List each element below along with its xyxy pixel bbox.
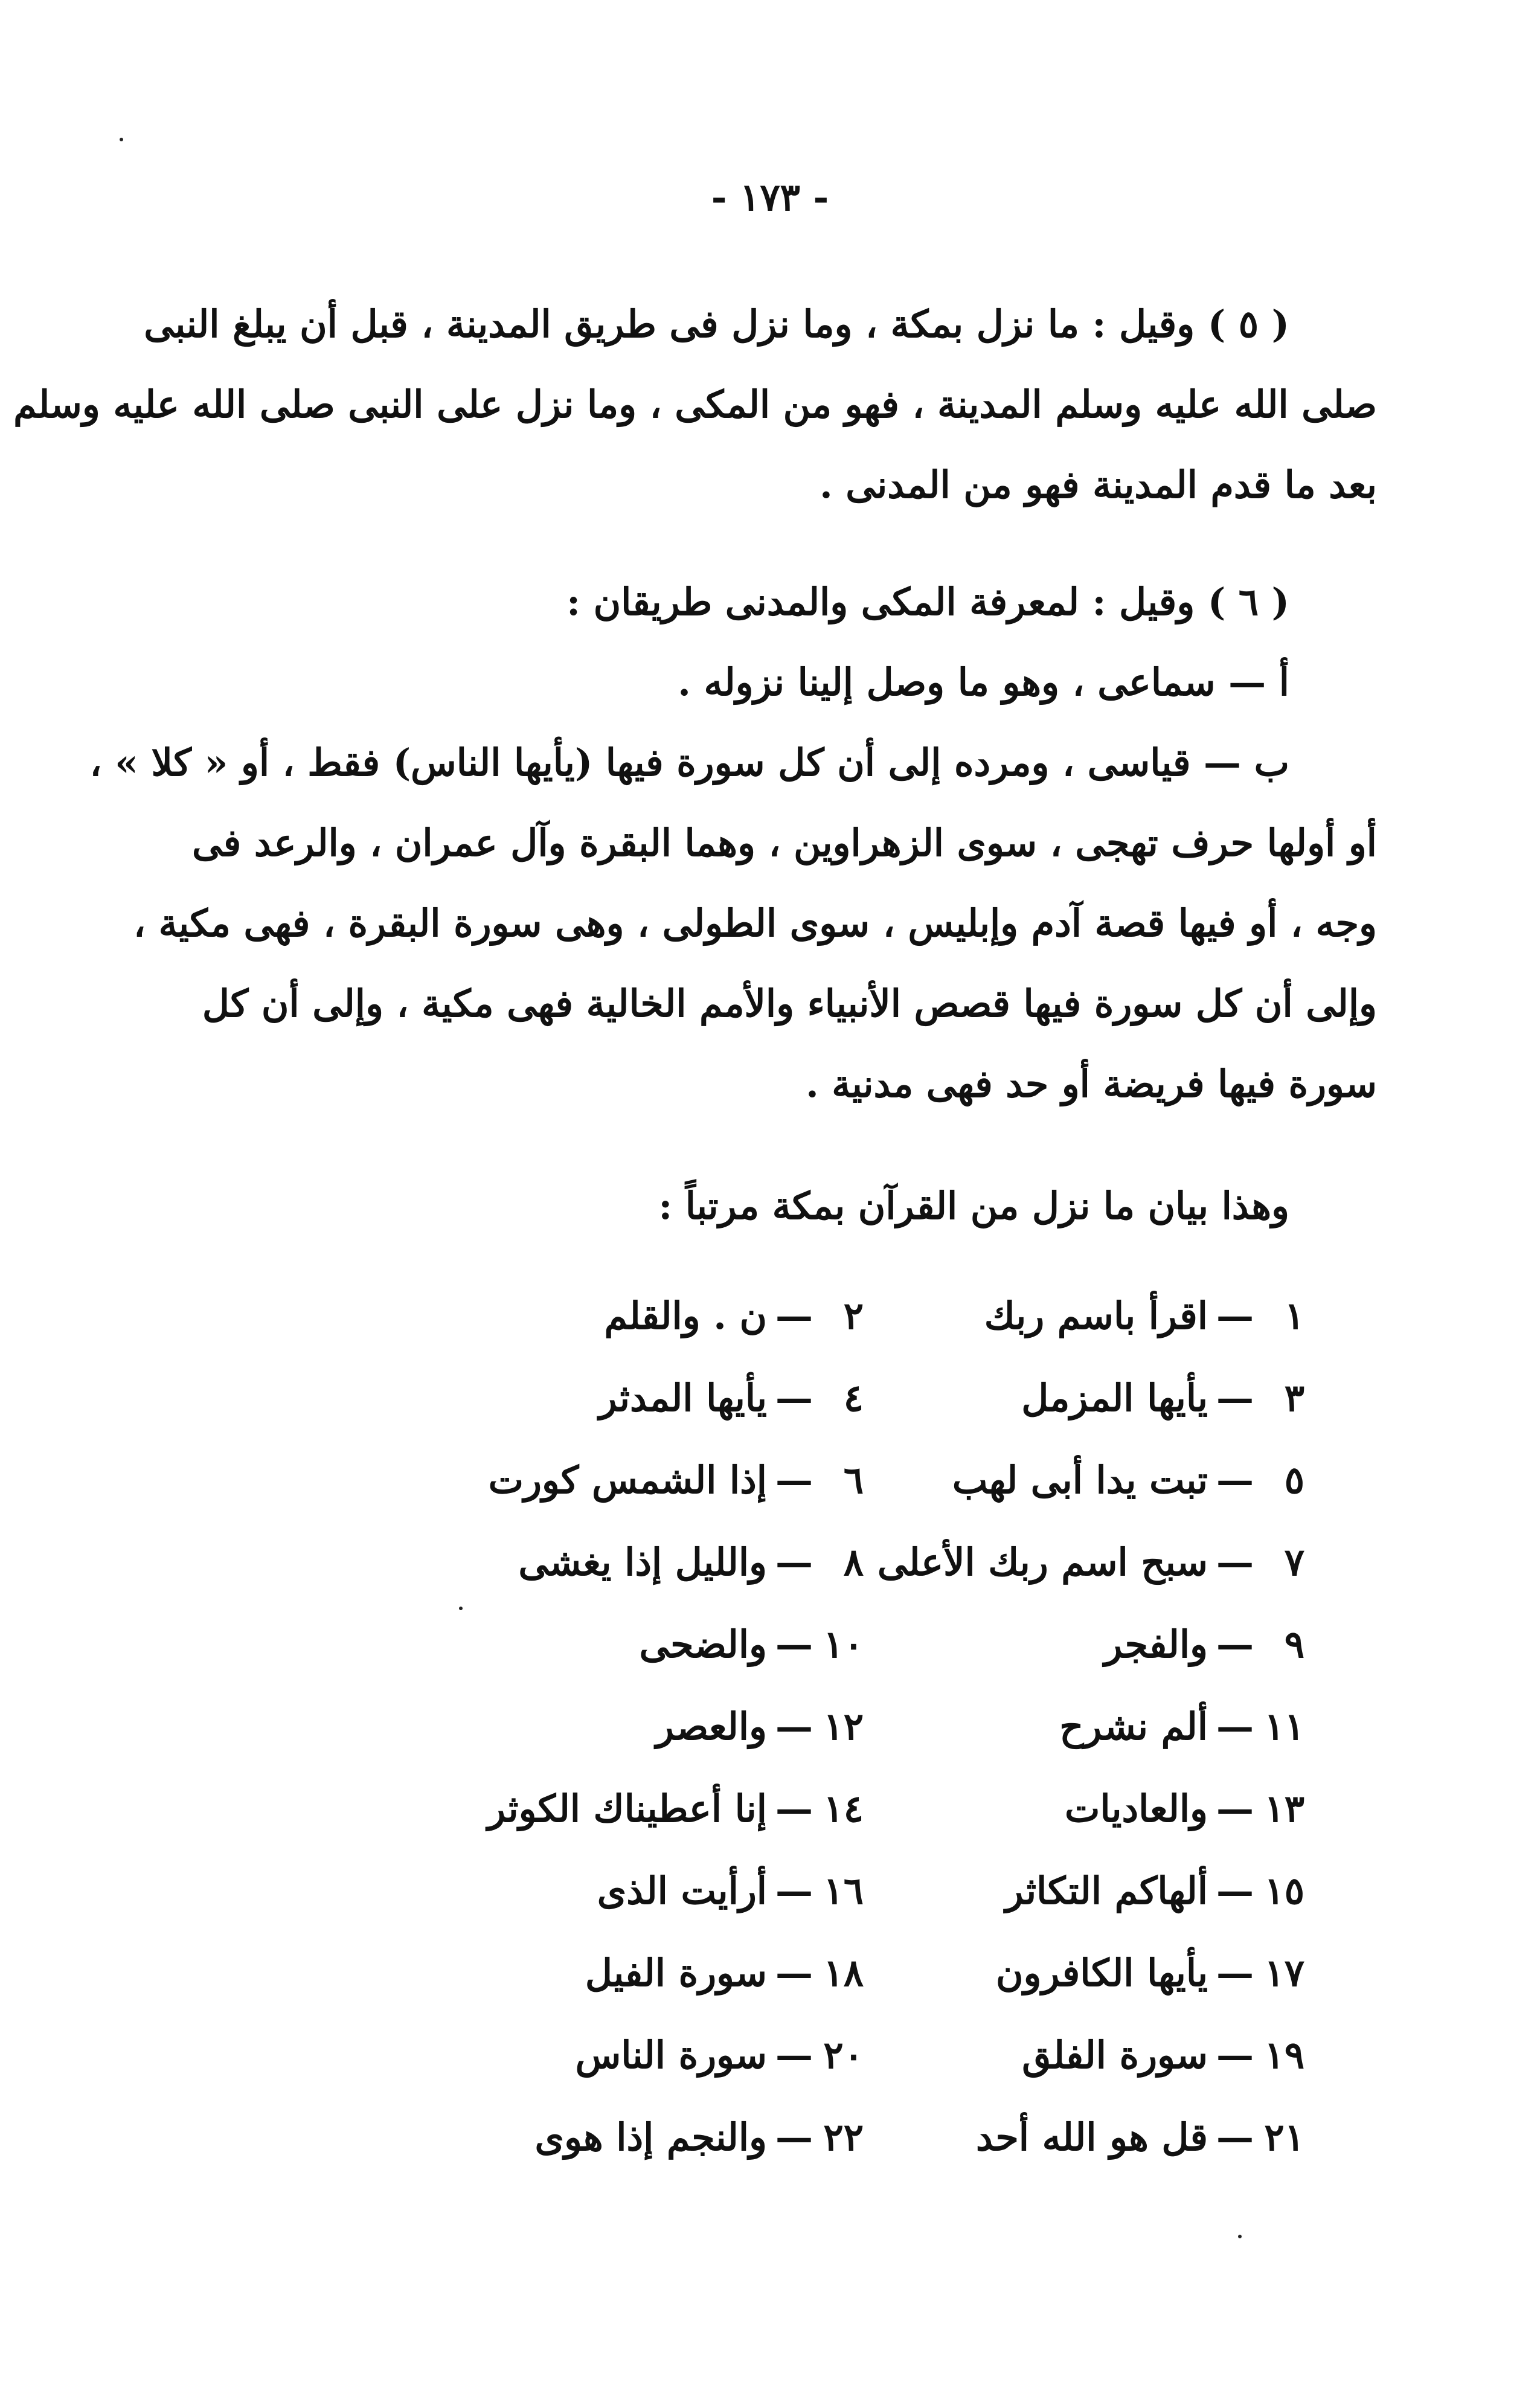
item-number: ٤: [843, 1375, 864, 1420]
list-row: [423, 1767, 1304, 1849]
text-line: وهذا بيان ما نزل من القرآن بمكة مرتباً :: [658, 1184, 1289, 1228]
list-row: [423, 1849, 1304, 1932]
text-line: سورة فيها فريضة أو حد فهى مدنية .: [806, 1062, 1377, 1106]
item-number: ١٦: [823, 1868, 864, 1913]
text-line: أو أولها حرف تهجى ، سوى الزهراوين ، وهما البقرة وآل عمران ، والرعد فى: [192, 821, 1377, 865]
item-dash: —: [1216, 2032, 1254, 2077]
item-name: يأيها الكافرون: [995, 1950, 1208, 1995]
scan-speck: [1238, 2235, 1242, 2238]
item-number: ٦: [843, 1457, 864, 1502]
item-name: إذا الشمس كورت: [488, 1457, 767, 1502]
item-name: أرأيت الذى: [597, 1868, 767, 1913]
item-name: سورة الفلق: [1022, 2032, 1208, 2077]
list-item: [864, 1540, 1304, 1584]
list-item: [864, 1622, 1304, 1666]
item-number: ٣: [1284, 1375, 1304, 1420]
item-name: والنجم إذا هوى: [534, 2115, 767, 2159]
item-dash: —: [1216, 1375, 1254, 1420]
list-item: [423, 1704, 864, 1749]
list-item: [423, 1540, 864, 1584]
item-number: ٨: [843, 1540, 864, 1584]
item-name: يأيها المزمل: [1021, 1375, 1208, 1420]
item-number: ١١: [1264, 1704, 1304, 1749]
text-line: أ — سماعى ، وهو ما وصل إلينا نزوله .: [678, 660, 1289, 704]
list-row: [423, 1274, 1304, 1357]
item-number: ١٤: [823, 1786, 864, 1831]
text-line: بعد ما قدم المدينة فهو من المدنى .: [820, 463, 1377, 507]
surah-list: [423, 1274, 1304, 2178]
list-item: [423, 1376, 864, 1420]
list-row: [423, 1439, 1304, 1521]
text-line: صلى الله عليه وسلم المدينة ، فهو من المكى ، وما نزل على النبى صلى الله عليه وسلم: [13, 382, 1377, 426]
item-number: ١٧: [1264, 1950, 1304, 1995]
item-dash: —: [775, 1786, 813, 1831]
item-name: والضحى: [639, 1622, 767, 1666]
item-name: والفجر: [1104, 1622, 1208, 1666]
list-row: [423, 2096, 1304, 2178]
list-row: [423, 1603, 1304, 1685]
item-dash: —: [1216, 1457, 1254, 1502]
list-item: [423, 1869, 864, 1913]
list-item: [423, 2115, 864, 2159]
item-name: تبت يدا أبى لهب: [952, 1457, 1208, 1502]
list-item: [864, 1951, 1304, 1995]
list-row: [423, 1932, 1304, 2014]
item-number: ١٠: [823, 1622, 864, 1666]
item-name: والعاديات: [1065, 1786, 1208, 1831]
list-item: [423, 1458, 864, 1502]
item-dash: —: [775, 2032, 813, 2077]
item-number: ١٨: [823, 1950, 864, 1995]
list-item: [864, 1787, 1304, 1831]
item-number: ١: [1284, 1293, 1304, 1338]
item-name: ألم نشرح: [1059, 1704, 1208, 1749]
item-number: ٥: [1284, 1457, 1304, 1502]
list-item: [864, 1869, 1304, 1913]
text-line: وجه ، أو فيها قصة آدم وإبليس ، سوى الطولى ، وهى سورة البقرة ، فهى مكية ،: [133, 901, 1377, 945]
item-number: ٢٢: [823, 2115, 864, 2159]
text-line: ( ٥ ) وقيل : ما نزل بمكة ، وما نزل فى طريق المدينة ، قبل أن يبلغ النبى: [144, 302, 1289, 346]
item-number: ٧: [1284, 1540, 1304, 1584]
list-intro: [254, 1166, 1377, 1246]
item-dash: —: [1216, 1540, 1254, 1584]
item-dash: —: [775, 1950, 813, 1995]
item-dash: —: [775, 1293, 813, 1338]
item-name: قل هو الله أحد: [975, 2115, 1208, 2159]
item-dash: —: [775, 1868, 813, 1913]
item-name: ألهاكم التكاثر: [1005, 1868, 1208, 1913]
item-name: والعصر: [656, 1704, 767, 1749]
list-row: [423, 1521, 1304, 1603]
list-item: [423, 1294, 864, 1338]
list-item: [423, 1787, 864, 1831]
item-dash: —: [1216, 1786, 1254, 1831]
item-number: ١٩: [1264, 2032, 1304, 2077]
item-number: ١٥: [1264, 1868, 1304, 1913]
item-name: إنا أعطيناك الكوثر: [487, 1786, 767, 1831]
text-line: ( ٦ ) وقيل : لمعرفة المكى والمدنى طريقان :: [566, 580, 1289, 624]
item-name: سورة الفيل: [585, 1950, 767, 1995]
item-dash: —: [775, 1540, 813, 1584]
list-item: [864, 1294, 1304, 1338]
text-line: ب — قياسى ، ومرده إلى أن كل سورة فيها (يأيها الناس) فقط ، أو « كلا » ،: [89, 740, 1289, 785]
item-name: اقرأ باسم ربك: [984, 1293, 1208, 1338]
item-dash: —: [1216, 1868, 1254, 1913]
list-row: [423, 1357, 1304, 1439]
item-dash: —: [775, 2115, 813, 2159]
item-dash: —: [1216, 2115, 1254, 2159]
item-number: ٢١: [1264, 2115, 1304, 2159]
list-item: [864, 2115, 1304, 2159]
item-name: سبح اسم ربك الأعلى: [877, 1540, 1208, 1584]
item-dash: —: [1216, 1293, 1254, 1338]
item-dash: —: [1216, 1950, 1254, 1995]
item-number: ٢٠: [823, 2032, 864, 2077]
text-line: وإلى أن كل سورة فيها قصص الأنبياء والأمم الخالية فهى مكية ، وإلى أن كل: [202, 981, 1377, 1026]
item-name: سورة الناس: [575, 2032, 767, 2077]
list-item: [423, 1951, 864, 1995]
list-item: [864, 1458, 1304, 1502]
item-name: ن . والقلم: [604, 1293, 767, 1338]
list-item: [864, 2033, 1304, 2077]
item-number: ١٣: [1264, 1786, 1304, 1831]
paragraph-5: [13, 284, 1377, 525]
item-number: ٢: [843, 1293, 864, 1338]
item-number: ٩: [1284, 1622, 1304, 1666]
item-dash: —: [1216, 1622, 1254, 1666]
list-item: [423, 2033, 864, 2077]
page-number: - ١٧٣ -: [711, 175, 829, 219]
item-dash: —: [775, 1704, 813, 1749]
list-item: [864, 1376, 1304, 1420]
list-item: [864, 1704, 1304, 1749]
item-dash: —: [775, 1375, 813, 1420]
scan-speck: [120, 138, 123, 141]
list-item: [423, 1622, 864, 1666]
item-dash: —: [1216, 1704, 1254, 1749]
paragraph-6: [89, 562, 1377, 1124]
list-row: [423, 2014, 1304, 2096]
item-dash: —: [775, 1457, 813, 1502]
item-number: ١٢: [823, 1704, 864, 1749]
item-dash: —: [775, 1622, 813, 1666]
item-name: والليل إذا يغشى: [518, 1540, 767, 1584]
list-row: [423, 1685, 1304, 1767]
item-name: يأيها المدثر: [598, 1375, 767, 1420]
